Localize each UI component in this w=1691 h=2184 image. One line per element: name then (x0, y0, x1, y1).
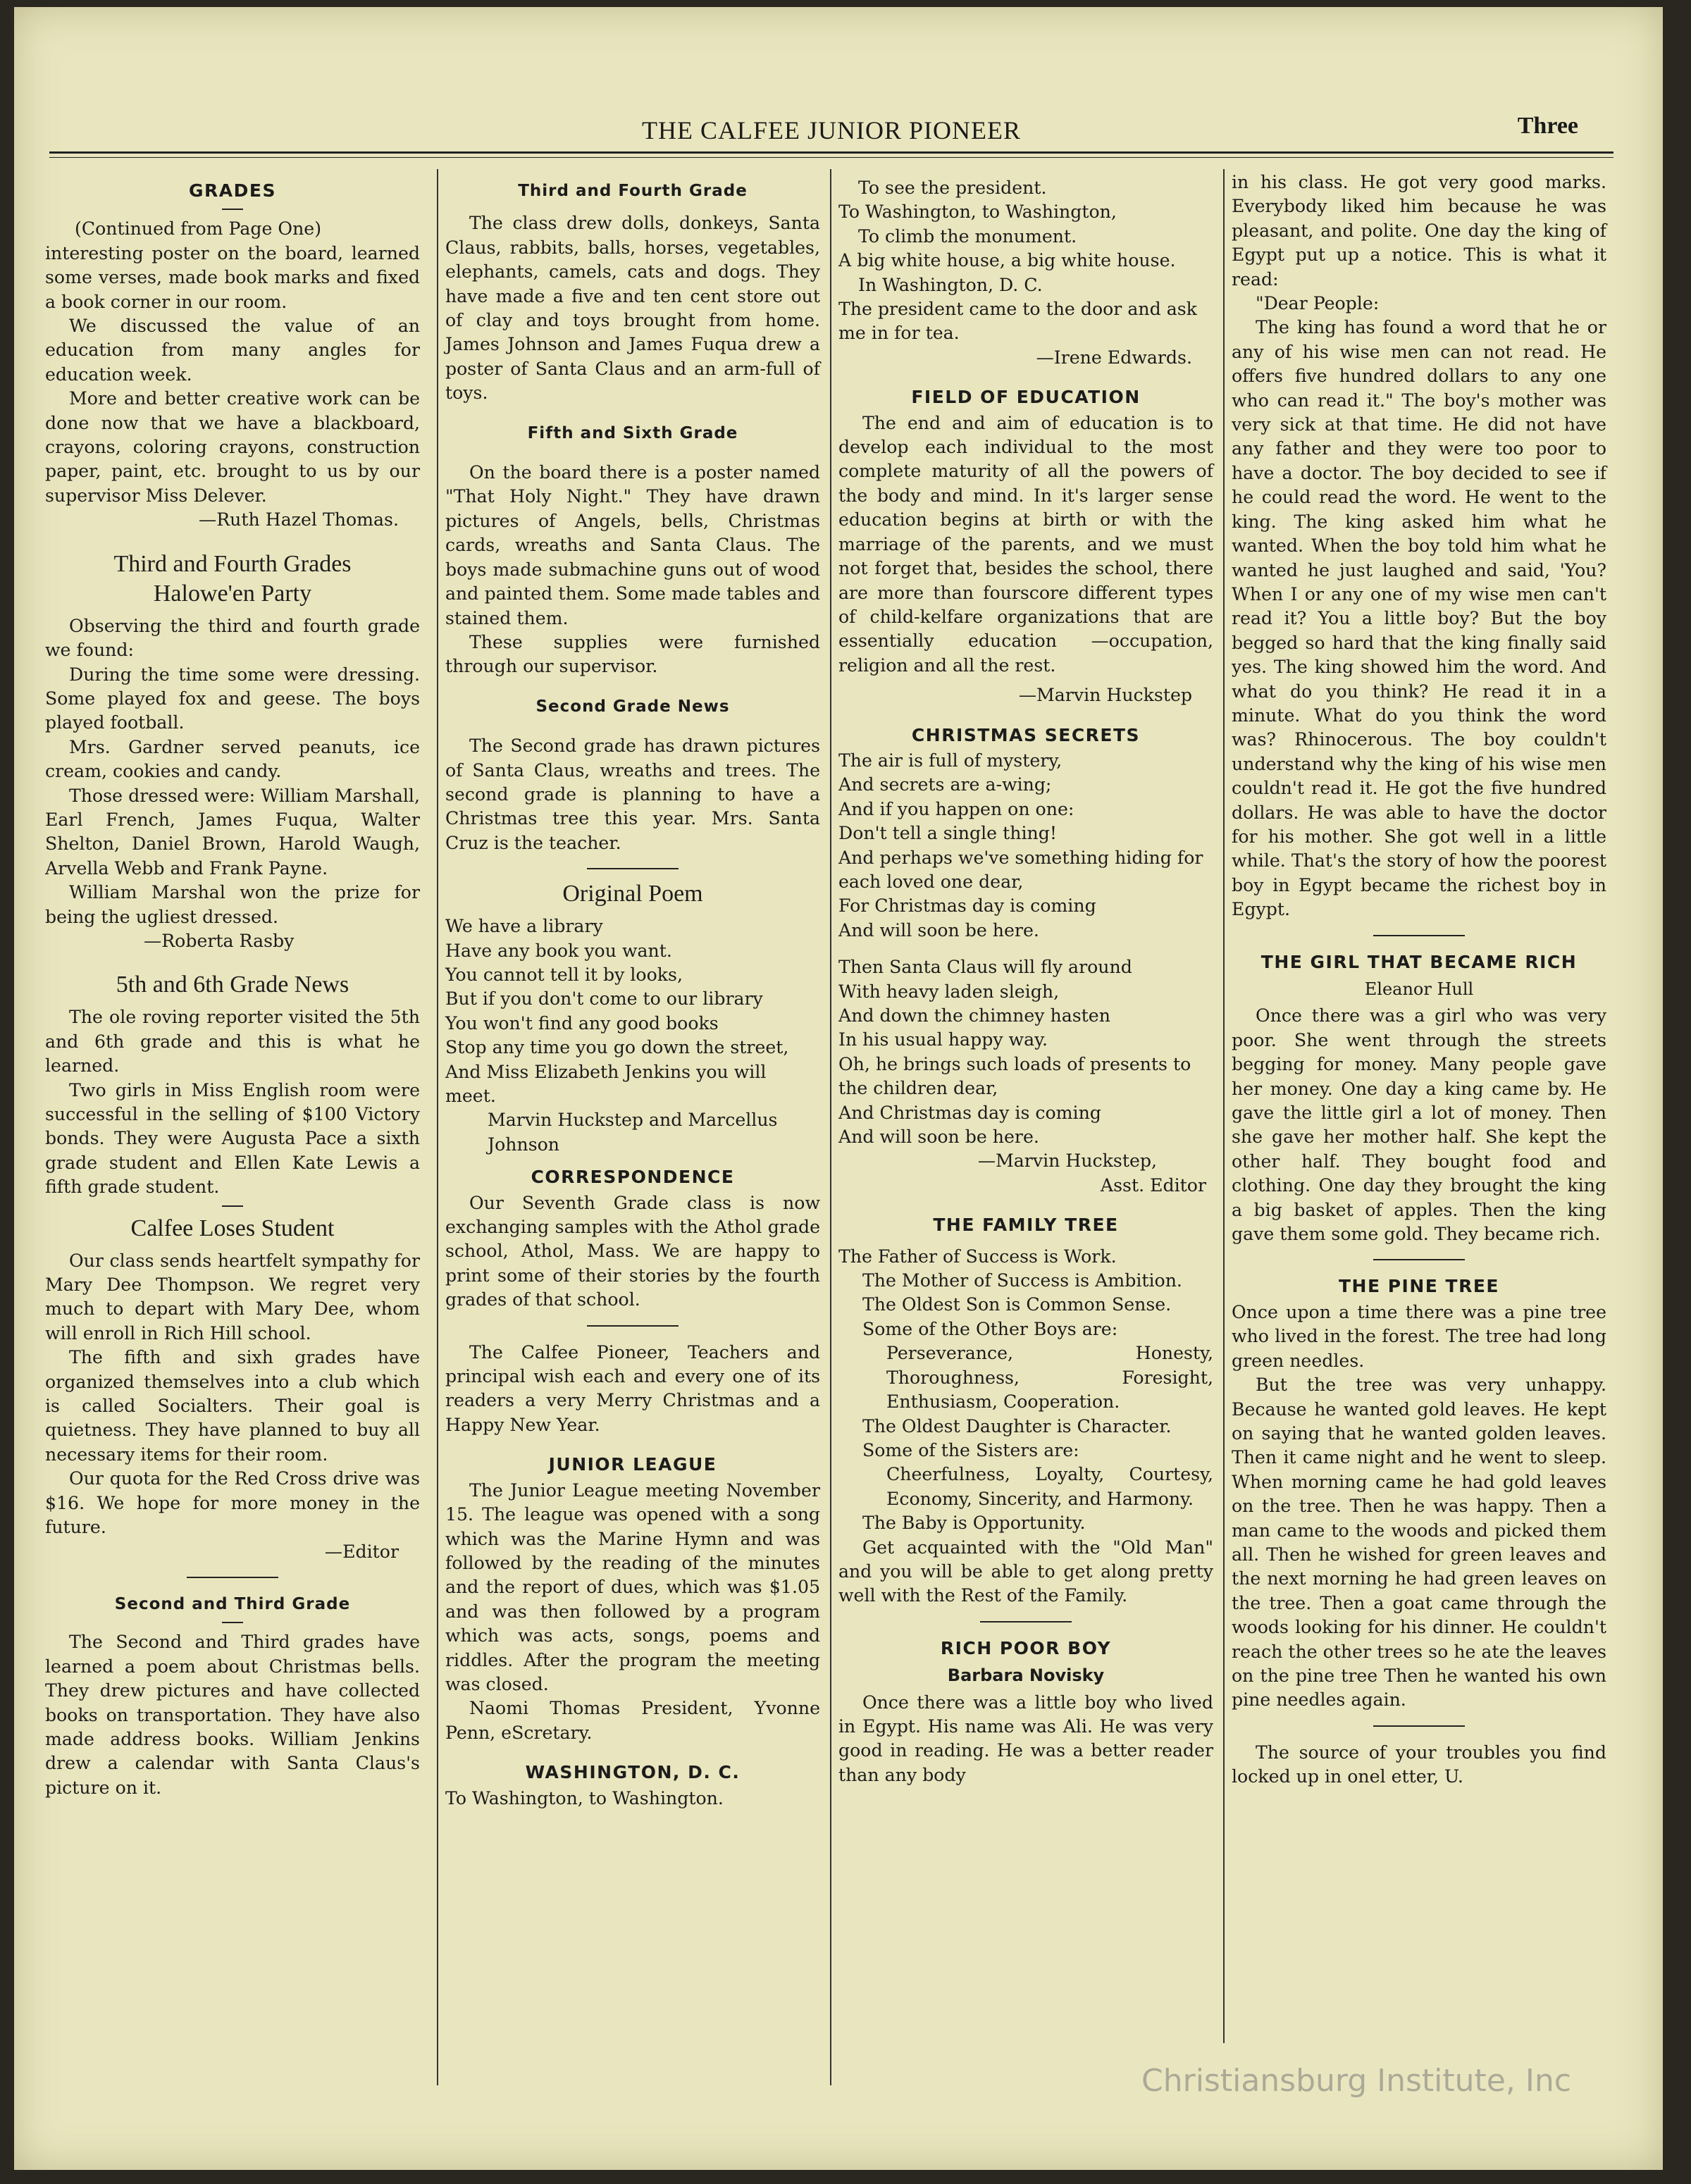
article-paragraph: Cheerfulness, Loyalty, Courtesy, Economy, Sincerity, and Harmony. (886, 1464, 1213, 1509)
article-paragraph: Observing the third and fourth grade we found: (45, 615, 420, 661)
section-rule (980, 1621, 1072, 1623)
byline: —Ruth Hazel Thomas. (199, 509, 399, 531)
article-paragraph: "Dear People: (1256, 293, 1380, 314)
section-rule (587, 1325, 679, 1327)
article-paragraph: The ole roving reporter visited the 5th and 6th grade and this is what he learned. (45, 1007, 420, 1077)
poem (838, 749, 1213, 1198)
section-rule (1373, 1725, 1465, 1727)
article-paragraph: More and better creative work can be done now that we have a blackboard, crayons, coloring crayons, construction paper, paint, etc. brought to us by our supervisor Miss Delever. (45, 388, 420, 506)
section-heading: CHRISTMAS SECRETS (911, 724, 1141, 745)
byline: —Roberta Rasby (144, 930, 295, 951)
article-paragraph: We discussed the value of an education from many angles for education week. (45, 316, 420, 385)
poem-line: And will soon be here. (838, 1127, 1039, 1148)
masthead-rule-thin (49, 157, 1613, 158)
article-paragraph: Once there was a little boy who lived in Egypt. His name was Ali. He was very good in reading. He was a better reader than any body (838, 1692, 1213, 1785)
section-heading: 5th and 6th Grade News (116, 972, 349, 998)
poem-line: We have a library (445, 916, 603, 937)
newspaper-page (14, 7, 1663, 2170)
article-paragraph: Perseverance, Honesty, Thoroughness, Foresight, Enthusiasm, Cooperation. (886, 1343, 1213, 1413)
article-paragraph: The Calfee Pioneer, Teachers and principal wish each and every one of its readers a very Merry Christmas and a Happy New Year. (445, 1341, 820, 1435)
section-heading: GRADES (189, 180, 276, 201)
article-paragraph: William Marshal won the prize for being the ugliest dressed. (45, 882, 420, 927)
article-paragraph: But the tree was very unhappy. Because he wanted gold leaves. He kept on saying that he wanted golden leaves. Then it came night and he went to sleep. When morning came he had gold leaves on the tree. Then he was happy. Then a man came to the woods and picked them all. Then he wished for green leaves and the next morning he had green leaves on the tree. Then a goat came through the woods looking for his dinner. He couldn't reach the other trees so he ate the leaves on the pine tree Then he wanted his own pine needles again. (1232, 1375, 1606, 1711)
dash-divider (222, 209, 243, 210)
byline: —Marvin Huckstep, (977, 1150, 1157, 1172)
section-heading: THE GIRL THAT BECAME RICH (1260, 951, 1578, 972)
poem-line: The president came to the door and ask me in for tea. (838, 299, 1197, 344)
poem-line: And if you happen on one: (838, 798, 1074, 819)
column-3 (838, 176, 1213, 1787)
article-paragraph: Mrs. Gardner served peanuts, ice cream, cookies and candy. (45, 736, 420, 782)
newspaper-title: THE CALFEE JUNIOR PIONEER (642, 116, 1021, 144)
page-number: Three (1517, 113, 1578, 139)
poem-line: You won't find any good books (445, 1012, 719, 1034)
article-paragraph: Our quota for the Red Cross drive was $16. We hope for more money in the future. (45, 1468, 420, 1538)
section-heading: Second Grade News (535, 697, 730, 716)
article-paragraph: Once upon a time there was a pine tree who lived in the forest. The tree had long green needles. (1232, 1301, 1606, 1371)
poem (445, 914, 820, 1157)
article-paragraph: The Mother of Success is Ambition. (862, 1270, 1182, 1291)
section-rule (1373, 1259, 1465, 1260)
article-paragraph: The Oldest Son is Common Sense. (862, 1294, 1172, 1315)
article-paragraph: Our Seventh Grade class is now exchanging samples with the Athol grade school, Athol, Mass. We are happy to print some of their stories by the fourth grades of that school. (445, 1192, 820, 1310)
poem-line: And will soon be here. (838, 919, 1039, 941)
section-heading: THE FAMILY TREE (933, 1215, 1119, 1236)
section-rule (587, 868, 679, 869)
byline: Marvin Huckstep and Marcellus Johnson (488, 1110, 778, 1155)
article-paragraph: The end and aim of education is to develop each individual to the most complete maturity of all the powers of the body and mind. In it's larger sense education begins at birth or with the marriage of the parents, and we must not forget that, besides the school, there are more than fourscore different types of child-kelfare organizations that are essentially education —occupation, religion and all the rest. (838, 412, 1213, 676)
poem-line: And Christmas day is coming (838, 1102, 1101, 1123)
section-heading: Original Poem (562, 881, 703, 907)
section-heading: Third and Fourth Grade (518, 182, 748, 200)
article-paragraph: (Continued from Page One) (75, 218, 322, 240)
article-paragraph: The Junior League meeting November 15. The league was opened with a song which was the Marine Hymn and was followed by the reading of the minutes and the report of dues, which was $1.05 and was then followed by a program which was acts, songs, poems and riddles. After the program the meeting was closed. (445, 1479, 820, 1694)
poem-line: But if you don't come to our library (445, 988, 763, 1010)
article-paragraph: These supplies were furnished through our supervisor. (445, 631, 820, 677)
poem-line: To Washington, to Washington. (445, 1787, 724, 1808)
poem-line: And perhaps we've something hiding for each loved one dear, (838, 847, 1203, 892)
column-separator (1223, 169, 1225, 2043)
article-paragraph: The class drew dolls, donkeys, Santa Claus, rabbits, balls, horses, vegetables, elephants, camels, cats and dogs. They have made a five and ten cent store out of clay and toys brought from home. James Johnson and James Fuqua drew a poster of Santa Claus and an arm-full of toys. (445, 213, 820, 404)
poem-line: You cannot tell it by looks, (445, 964, 683, 985)
section-heading: THE PINE TREE (1338, 1276, 1500, 1297)
poem-line: To see the president. (858, 178, 1047, 198)
article-paragraph: Two girls in Miss English room were successful in the selling of $100 Victory bonds. They were Augusta Pace a sixth grade student and Ellen Kate Lewis a fifth grade student. (45, 1079, 420, 1198)
section-heading: Fifth and Sixth Grade (527, 423, 738, 442)
section-heading: Second and Third Grade (114, 1594, 351, 1613)
article-paragraph: The Baby is Opportunity. (862, 1513, 1086, 1534)
archive-watermark: Christiansburg Institute, Inc (1141, 2063, 1571, 2099)
article-paragraph: Naomi Thomas President, Yvonne Penn, eScretary. (445, 1698, 820, 1743)
article-paragraph: Get acquainted with the "Old Man" and you will be able to get along pretty well with the Rest of the Family. (838, 1537, 1213, 1606)
article-paragraph: Some of the Other Boys are: (862, 1318, 1118, 1339)
poem-line: Have any book you want. (445, 940, 672, 961)
masthead (49, 113, 1613, 155)
author-name: Eleanor Hull (1364, 979, 1474, 999)
author-name: Barbara Novisky (947, 1665, 1105, 1686)
dash-divider (222, 1205, 243, 1207)
poem-line: In Washington, D. C. (858, 274, 1043, 295)
article-paragraph: Our class sends heartfelt sympathy for Mary Dee Thompson. We regret very much to depart with Mary Dee, whom will enroll in Rich Hill school. (45, 1250, 420, 1344)
column-separator (437, 169, 438, 2085)
article-paragraph: Some of the Sisters are: (862, 1439, 1079, 1460)
poem-line: In his usual happy way. (838, 1029, 1048, 1050)
section-heading: FIELD OF EDUCATION (911, 387, 1141, 408)
poem-line: With heavy laden sleigh, (838, 981, 1060, 1002)
article-paragraph: Once there was a girl who was very poor. She went through the streets begging for money. Many people gave her money. One day a king came by. He gave the little girl a lot of money. Then she gave her mother half. She kept the other half. They bought food and clothing. One day they brought the king a big basket of apples. Then the king gave them some gold. They became rich. (1232, 1005, 1606, 1245)
article-paragraph: The Second and Third grades have learned a poem about Christmas bells. They drew pictures and have collected books on transportation. They have also made address books. William Jenkins drew a calendar with Santa Claus's picture on it. (45, 1632, 420, 1798)
article-paragraph: The source of your troubles you find locked up in onel etter, U. (1232, 1742, 1606, 1787)
poem-line: And secrets are a-wing; (838, 774, 1052, 795)
article-paragraph: Those dressed were: William Marshall, Earl French, James Fuqua, Walter Shelton, Daniel Brown, Harold Waugh, Arvella Webb and Frank Payne. (45, 785, 420, 879)
article-paragraph: The king has found a word that he or any of his wise men can not read. He offers five hundred dollars to any one who can read it." The boy's mother was very sick at that time. He did not have any father and they were too poor to have a doctor. The boy decided to see if he could read the word. He went to the king. The king asked him what he wanted. When the boy told him what he wanted he just laughed and said, 'You? When I or any one of my wise men can't read it? You a little boy? But the boy begged so hard that the king finally said yes. The king showed him the word. And what do you think? He read it in a minute. What do you think the word was? Rhinocerous. The boy couldn't understand why the king of his wise men couldn't read it. He got the five hundred dollars. He was able to have the doctor for his mother. She got well in a little while. That's the story of how the poorest boy in Egypt became the richest boy in Egypt. (1232, 317, 1606, 920)
section-heading: Calfee Loses Student (130, 1215, 335, 1241)
byline: —Editor (324, 1541, 399, 1562)
poem-line: The air is full of mystery, (838, 750, 1063, 771)
section-rule (187, 1577, 278, 1578)
column-4 (1232, 170, 1606, 1789)
poem-line: And Miss Elizabeth Jenkins you will meet. (445, 1061, 767, 1106)
article-paragraph: During the time some were dressing. Some played fox and geese. The boys played football. (45, 664, 420, 733)
article-paragraph: The Father of Success is Work. (838, 1246, 1117, 1267)
poem (838, 176, 1213, 370)
poem-line: A big white house, a big white house. (838, 250, 1176, 271)
poem-line: Oh, he brings such loads of presents to the children dear, (838, 1053, 1191, 1099)
poem-line: And down the chimney hasten (838, 1005, 1110, 1026)
section-heading: JUNIOR LEAGUE (548, 1454, 717, 1475)
byline: —Marvin Huckstep (1018, 685, 1192, 706)
section-heading: Third and Fourth Grades Halowe'en Party (113, 550, 352, 607)
article-paragraph: The Second grade has drawn pictures of Santa Claus, wreaths and trees. The second grade is planning to have a Christmas tree this year. Mrs. Santa Cruz is the teacher. (445, 736, 820, 853)
article-paragraph: On the board there is a poster named "That Holy Night." They have drawn pictures of Angels, bells, Christmas cards, wreaths and Santa Claus. The boys made submachine guns out of wood and painted them. Some made tables and stained them. (445, 462, 820, 628)
poem-line: Don't tell a single thing! (838, 823, 1057, 844)
poem-line: Stop any time you go down the street, (445, 1037, 789, 1058)
byline: Asst. Editor (1100, 1174, 1206, 1196)
column-1 (45, 176, 420, 1800)
article-paragraph: The Oldest Daughter is Character. (862, 1415, 1172, 1437)
dash-divider (222, 1622, 243, 1623)
section-rule (1373, 935, 1465, 936)
poem-line: Then Santa Claus will fly around (838, 957, 1132, 978)
column-2 (445, 176, 820, 1811)
section-heading: WASHINGTON, D. C. (525, 1762, 741, 1783)
byline: —Irene Edwards. (1036, 347, 1192, 368)
poem-line: To Washington, to Washington, (838, 201, 1117, 223)
poem-line: To climb the monument. (858, 225, 1077, 247)
section-heading: RICH POOR BOY (940, 1637, 1112, 1658)
article-paragraph: interesting poster on the board, learned some verses, made book marks and fixed a book corner in our room. (45, 242, 420, 312)
poem-line: For Christmas day is coming (838, 895, 1096, 917)
masthead-rule (49, 151, 1613, 154)
article-paragraph: in his class. He got very good marks. Everybody liked him because he was pleasant, and polite. One day the king of Egypt put up a notice. This is what it read: (1232, 172, 1606, 290)
section-heading: CORRESPONDENCE (531, 1167, 735, 1188)
column-separator (830, 169, 831, 2085)
article-paragraph: The fifth and sixh grades have organized themselves into a club which is called Socialters. Their goal is quietness. They have planned to buy all necessary items for their room. (45, 1347, 420, 1465)
